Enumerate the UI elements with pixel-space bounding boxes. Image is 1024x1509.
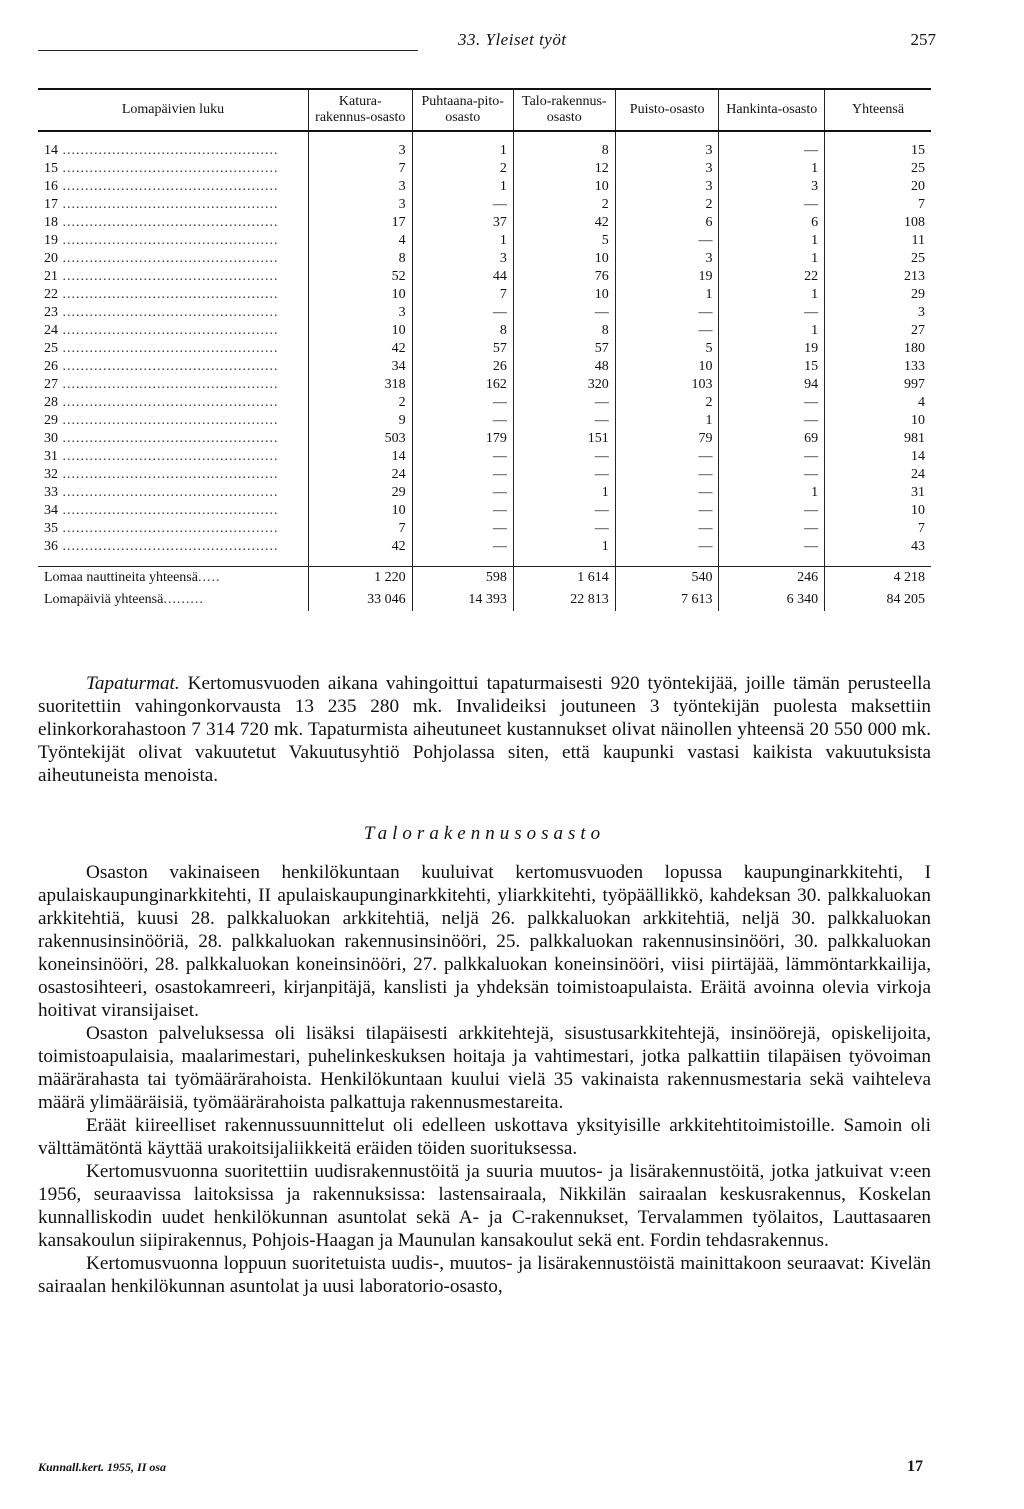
table-cell: 19 [719, 340, 825, 358]
leader-dots: ................................................ [58, 377, 279, 392]
table-cell: 29 [825, 286, 931, 304]
table-cell: 1 [719, 322, 825, 340]
table-cell: 84 205 [825, 589, 931, 611]
table-cell: 76 [513, 268, 615, 286]
leader-dots: ................................................ [58, 521, 279, 536]
row-label-text: 20 [44, 251, 58, 266]
accidents-heading: Tapaturmat. [86, 673, 180, 694]
row-label [38, 376, 308, 394]
table-cell: 57 [412, 340, 513, 358]
leader-dots: ................................................ [58, 287, 279, 302]
table-cell: — [412, 304, 513, 322]
table-cell: 5 [513, 232, 615, 250]
table-cell: — [412, 520, 513, 538]
table-cell: 14 [825, 448, 931, 466]
table-cell: 57 [513, 340, 615, 358]
table-cell: 2 [412, 160, 513, 178]
table-cell: 26 [412, 358, 513, 376]
table-cell: — [615, 232, 719, 250]
table-cell: 7 613 [615, 589, 719, 611]
table-cell: 24 [308, 466, 412, 484]
table-cell: 10 [513, 178, 615, 196]
table-cell: — [615, 466, 719, 484]
table-cell: — [615, 448, 719, 466]
table-cell: 14 [308, 448, 412, 466]
row-label-text: 27 [44, 377, 58, 392]
row-label-text: 31 [44, 449, 58, 464]
table-cell: 997 [825, 376, 931, 394]
table-cell: 3 [825, 304, 931, 322]
table-cell: 1 [615, 286, 719, 304]
row-label [38, 232, 308, 250]
table-cell: 22 [719, 268, 825, 286]
table-cell: — [412, 394, 513, 412]
table-row [38, 430, 931, 448]
table-cell: 320 [513, 376, 615, 394]
header-rule [38, 50, 418, 51]
table-cell: 3 [615, 160, 719, 178]
row-label-text: 33 [44, 485, 58, 500]
table-cell: 3 [308, 178, 412, 196]
table-row [38, 466, 931, 484]
table-cell: 14 393 [412, 589, 513, 611]
table-cell: — [615, 520, 719, 538]
leader-dots: ................................................ [58, 197, 279, 212]
table-cell: 48 [513, 358, 615, 376]
leader-dots: ................................................ [58, 233, 279, 248]
table-cell: 22 813 [513, 589, 615, 611]
table-header-row [38, 89, 931, 131]
leader-dots: ................................................ [58, 467, 279, 482]
table-cell: 1 614 [513, 567, 615, 590]
row-label-text: 26 [44, 359, 58, 374]
row-label-text: 24 [44, 323, 58, 338]
table-row [38, 232, 931, 250]
table-cell: 1 [719, 250, 825, 268]
table-row [38, 340, 931, 358]
table-cell: 8 [308, 250, 412, 268]
table-cell: 3 [412, 250, 513, 268]
table-cell: 52 [308, 268, 412, 286]
row-label [38, 196, 308, 214]
table-cell: — [412, 484, 513, 502]
table-cell: 10 [308, 322, 412, 340]
leader-dots: ................................................ [58, 305, 279, 320]
column-header: Lomapäivien luku [121, 102, 225, 117]
row-label [38, 448, 308, 466]
row-label-text: 18 [44, 215, 58, 230]
table-cell: 2 [513, 196, 615, 214]
page-number: 257 [910, 30, 936, 49]
leader-dots: ................................................ [58, 395, 279, 410]
table-cell: 43 [825, 538, 931, 567]
row-label [38, 567, 308, 590]
table-row [38, 304, 931, 322]
leader-dots: ................................................ [58, 269, 279, 284]
row-label [38, 304, 308, 322]
table-cell: — [412, 448, 513, 466]
row-label [38, 160, 308, 178]
table-cell: 246 [719, 567, 825, 590]
leader-dots: ................................................ [58, 503, 279, 518]
row-label-text: 29 [44, 413, 58, 428]
table-row [38, 358, 931, 376]
table-row [38, 196, 931, 214]
paragraph: Kertomusvuonna suoritettiin uudisrakennustöitä ja suuria muutos- ja lisärakennustöitä, jotka jatkuivat v:een 1956, seuraavissa laitoksissa ja rakennuksissa: lastensairaala, Nikkilän sairaalan keskusrakennus, Koskelan kunnalliskodin uudet henkilökunnan asuntolat sekä A- ja C-rakennukset, Tervalammen työlaitos, Lauttasaaren kansakoulun siipirakennus, Pohjois-Haagan ja Maunulan kansakoulut sekä ent. Fordin tehdasrakennus. [38, 1161, 931, 1251]
row-label-text: 28 [44, 395, 58, 410]
table-cell: 29 [308, 484, 412, 502]
leader-dots: ................................................ [58, 161, 279, 176]
table-row [38, 131, 931, 160]
table-cell: 3 [308, 196, 412, 214]
leader-dots: ................................................ [58, 179, 279, 194]
table-cell: 44 [412, 268, 513, 286]
footer-signature: 17 [907, 1458, 923, 1475]
accidents-paragraph [38, 672, 931, 787]
table-cell: 1 [513, 484, 615, 502]
table-cell: 7 [412, 286, 513, 304]
row-label-text: 23 [44, 305, 58, 320]
row-label [38, 430, 308, 448]
table-cell: 17 [308, 214, 412, 232]
leader-dots: ................................................ [58, 143, 279, 158]
table-cell: — [615, 304, 719, 322]
table-row [38, 567, 931, 590]
table-cell: 1 [412, 232, 513, 250]
table-cell: 1 [719, 286, 825, 304]
table-cell: 10 [513, 250, 615, 268]
table-cell: — [719, 131, 825, 160]
row-label [38, 520, 308, 538]
table-cell: 37 [412, 214, 513, 232]
table-cell: 4 218 [825, 567, 931, 590]
accidents-body: Kertomusvuoden aikana vahingoittui tapaturmaisesti 920 työntekijää, joille tämän perusteella suoritettiin vahingonkorvausta 13 235 280 mk. Invalideiksi joutuneen 3 työntekijän puolesta maksettiin elinkorkorahastoon 7 314 720 mk. Tapaturmista aiheutuneet kustannukset olivat näinollen yhteensä 20 550 000 mk. Työntekijät olivat vakuutetut Vakuutusyhtiö Pohjolassa siten, että kaupunki vastasi kaikista vakuutuksista aiheutuneista menoista. [38, 673, 932, 786]
table-cell: 179 [412, 430, 513, 448]
table-cell: — [513, 412, 615, 430]
table-cell: 10 [615, 358, 719, 376]
vacation-days-table [38, 88, 931, 611]
table-cell: 8 [513, 131, 615, 160]
table-row [38, 178, 931, 196]
row-label [38, 589, 308, 611]
table-cell: 4 [825, 394, 931, 412]
column-header: Yhteensä [825, 89, 931, 131]
leader-dots: ................................................ [58, 215, 279, 230]
table-cell: — [615, 538, 719, 567]
table-cell: 10 [513, 286, 615, 304]
table-cell: — [513, 394, 615, 412]
table-cell: 7 [308, 160, 412, 178]
table-cell: 598 [412, 567, 513, 590]
row-label [38, 322, 308, 340]
table-cell: 31 [825, 484, 931, 502]
table-cell: 1 [719, 232, 825, 250]
table-cell: 15 [825, 131, 931, 160]
table-row [38, 286, 931, 304]
leader-dots: ................................................ [58, 485, 279, 500]
table-cell: 1 [513, 538, 615, 567]
table-cell: 27 [825, 322, 931, 340]
table-cell: 10 [308, 286, 412, 304]
row-label [38, 502, 308, 520]
row-label-text: 34 [44, 503, 58, 518]
row-label-text: 19 [44, 233, 58, 248]
table-cell: 2 [308, 394, 412, 412]
table-cell: 151 [513, 430, 615, 448]
paragraph: Kertomusvuonna loppuun suoritetuista uudis-, muutos- ja lisärakennustöistä mainittakoon seuraavat: Kivelän sairaalan henkilökunnan asuntolat ja uusi laboratorio-osasto, [38, 1253, 931, 1297]
table-cell: 34 [308, 358, 412, 376]
paragraph: Osaston vakinaiseen henkilökuntaan kuuluivat kertomusvuoden lopussa kaupunginarkkitehti, I apulaiskaupunginarkkitehti, II apulaiskaupunginarkkitehti, yliarkkitehti, työpäällikkö, kahdeksan 30. palkkaluokan arkkitehtiä, kuusi 28. palkkaluokan arkkitehtiä, neljä 26. palkkaluokan arkkitehtiä, neljä 30. palkkaluokan rakennusinsinööriä, 28. palkkaluokan rakennusinsinööri, 25. palkkaluokan rakennusinsinööri, 30. palkkaluokan koneinsinööri, 28. palkkaluokan koneinsinööri, 27. palkkaluokan koneinsinööri, viisi piirtäjää, lämmöntarkkailija, osastosihteeri, osastokamreeri, kirjanpitäjä, kanslisti ja yhdeksän toimistoapulaista. Eräitä avoinna olevia virkoja hoitivat viransijaiset. [38, 862, 931, 1021]
table-cell: — [412, 502, 513, 520]
table-cell: 540 [615, 567, 719, 590]
table-cell: 9 [308, 412, 412, 430]
running-head [38, 30, 936, 54]
row-label [38, 412, 308, 430]
table-cell: 1 220 [308, 567, 412, 590]
table-cell: — [719, 412, 825, 430]
table-cell: 79 [615, 430, 719, 448]
row-label [38, 178, 308, 196]
table-cell: 103 [615, 376, 719, 394]
row-label-text: Lomapäiviä yhteensä [44, 592, 164, 607]
row-label-text: 25 [44, 341, 58, 356]
leader-dots: ................................................ [58, 359, 279, 374]
table-cell: — [412, 196, 513, 214]
table-cell: 4 [308, 232, 412, 250]
row-label [38, 286, 308, 304]
row-label [38, 358, 308, 376]
table-row [38, 376, 931, 394]
row-label [38, 250, 308, 268]
table-cell: — [615, 322, 719, 340]
column-header: Hankinta-osasto [719, 89, 825, 131]
table-row [38, 250, 931, 268]
leader-dots: ................................................ [58, 413, 279, 428]
table-cell: — [719, 502, 825, 520]
table-cell: 25 [825, 160, 931, 178]
table-row [38, 448, 931, 466]
table-cell: 10 [825, 412, 931, 430]
table-cell: — [719, 466, 825, 484]
table-cell: 10 [825, 502, 931, 520]
table-cell: 7 [308, 520, 412, 538]
table-row [38, 538, 931, 567]
table-row [38, 589, 931, 611]
leader-dots: ................................................ [58, 251, 279, 266]
table-cell: 33 046 [308, 589, 412, 611]
table-cell: — [412, 538, 513, 567]
table-cell: 318 [308, 376, 412, 394]
page-footer [38, 1458, 931, 1478]
table-cell: 8 [412, 322, 513, 340]
row-label-text: 14 [44, 143, 58, 158]
body-text [38, 672, 931, 1298]
table-cell: 1 [719, 160, 825, 178]
table-cell: 6 340 [719, 589, 825, 611]
table-row [38, 484, 931, 502]
table-row [38, 394, 931, 412]
table-cell: 20 [825, 178, 931, 196]
row-label-text: 17 [44, 197, 58, 212]
table-cell: 1 [719, 484, 825, 502]
table-cell: 133 [825, 358, 931, 376]
table-cell: 1 [615, 412, 719, 430]
table-cell: — [412, 412, 513, 430]
row-label [38, 538, 308, 567]
table-row [38, 160, 931, 178]
table-cell: — [513, 502, 615, 520]
table-cell: 2 [615, 394, 719, 412]
row-label-text: 36 [44, 539, 58, 554]
section-title: 33. Yleiset työt [458, 30, 567, 49]
table-cell: 2 [615, 196, 719, 214]
table-cell: — [719, 196, 825, 214]
table-cell: 3 [615, 178, 719, 196]
table-row [38, 268, 931, 286]
table-cell: 5 [615, 340, 719, 358]
table-cell: 162 [412, 376, 513, 394]
table-cell: 981 [825, 430, 931, 448]
table-cell: — [513, 304, 615, 322]
leader-dots: ................................................ [58, 323, 279, 338]
row-label-text: Lomaa nauttineita yhteensä [44, 570, 198, 585]
table-cell: — [513, 448, 615, 466]
row-label [38, 484, 308, 502]
table-cell: 108 [825, 214, 931, 232]
row-label-text: 30 [44, 431, 58, 446]
table-cell: — [615, 484, 719, 502]
column-header: Puisto-osasto [615, 89, 719, 131]
row-label-text: 16 [44, 179, 58, 194]
table-cell: — [615, 502, 719, 520]
table-cell: 3 [719, 178, 825, 196]
table-cell: 1 [412, 131, 513, 160]
row-label [38, 340, 308, 358]
footer-source: Kunnall.kert. 1955, II osa [38, 1460, 167, 1474]
table-cell: 15 [719, 358, 825, 376]
section-heading: Talorakennusosasto [363, 823, 606, 844]
row-label [38, 214, 308, 232]
table-row [38, 412, 931, 430]
table-cell: 3 [308, 304, 412, 322]
table-cell: 42 [513, 214, 615, 232]
table-cell: — [719, 448, 825, 466]
table-cell: 94 [719, 376, 825, 394]
table-row [38, 322, 931, 340]
paragraph: Eräät kiireelliset rakennussuunnittelut oli edelleen uskottava yksityisille arkkitehtitoimistoille. Samoin oli välttämätöntä käyttää urakoitsijaliikkeitä eräiden töiden suorituksessa. [38, 1115, 931, 1159]
table-cell: — [412, 466, 513, 484]
table-cell: 8 [513, 322, 615, 340]
table-cell: 503 [308, 430, 412, 448]
leader-dots: ................................................ [58, 539, 279, 554]
table-cell: — [513, 520, 615, 538]
table-cell: 213 [825, 268, 931, 286]
row-label-text: 15 [44, 161, 58, 176]
table-cell: 6 [719, 214, 825, 232]
row-label [38, 394, 308, 412]
table-cell: 3 [308, 131, 412, 160]
table-cell: 25 [825, 250, 931, 268]
table-cell: — [719, 304, 825, 322]
row-label [38, 466, 308, 484]
table-cell: — [719, 520, 825, 538]
table-cell: 180 [825, 340, 931, 358]
table-row [38, 520, 931, 538]
table-cell: — [719, 394, 825, 412]
table-cell: 7 [825, 196, 931, 214]
table-cell: 3 [615, 131, 719, 160]
table-cell: 1 [412, 178, 513, 196]
row-label-text: 22 [44, 287, 58, 302]
table-cell: — [719, 538, 825, 567]
leader-dots: ................................................ [58, 431, 279, 446]
table-row [38, 502, 931, 520]
paragraph: Osaston palveluksessa oli lisäksi tilapäisesti arkkitehtejä, sisustusarkkitehtejä, insinöörejä, opiskelijoita, toimistoapulaisia, maalarimestari, puhelinkeskuksen hoitaja ja vahtimestari, jotka palkattiin tilapäisen työvoiman määrärahasta tai työmäärärahoista. Henkilökuntaan kuului vielä 35 vakinaista rakennusmestaria sekä vaihteleva määrä ylimääräisiä, työmäärärahoista palkattuja rakennusmestareita. [38, 1023, 931, 1113]
table-cell: 3 [615, 250, 719, 268]
leader-dots: ................................................ [58, 449, 279, 464]
leader-dots: ......... [163, 592, 204, 607]
table-cell: 19 [615, 268, 719, 286]
row-label-text: 32 [44, 467, 58, 482]
table-cell: 42 [308, 340, 412, 358]
leader-dots: ..... [197, 570, 221, 585]
row-label [38, 131, 308, 160]
table-cell: — [513, 466, 615, 484]
table-cell: 24 [825, 466, 931, 484]
column-header: Puhtaana-pito-osasto [412, 89, 513, 131]
table-cell: 11 [825, 232, 931, 250]
table-cell: 69 [719, 430, 825, 448]
table-cell: 10 [308, 502, 412, 520]
row-label [38, 268, 308, 286]
row-label-text: 35 [44, 521, 58, 536]
table-row [38, 214, 931, 232]
column-header: Talo-rakennus-osasto [513, 89, 615, 131]
table-cell: 7 [825, 520, 931, 538]
table-cell: 6 [615, 214, 719, 232]
column-header: Katura-rakennus-osasto [308, 89, 412, 131]
row-label-text: 21 [44, 269, 58, 284]
table-body [38, 131, 931, 611]
leader-dots: ................................................ [58, 341, 279, 356]
table-cell: 42 [308, 538, 412, 567]
table-cell: 12 [513, 160, 615, 178]
